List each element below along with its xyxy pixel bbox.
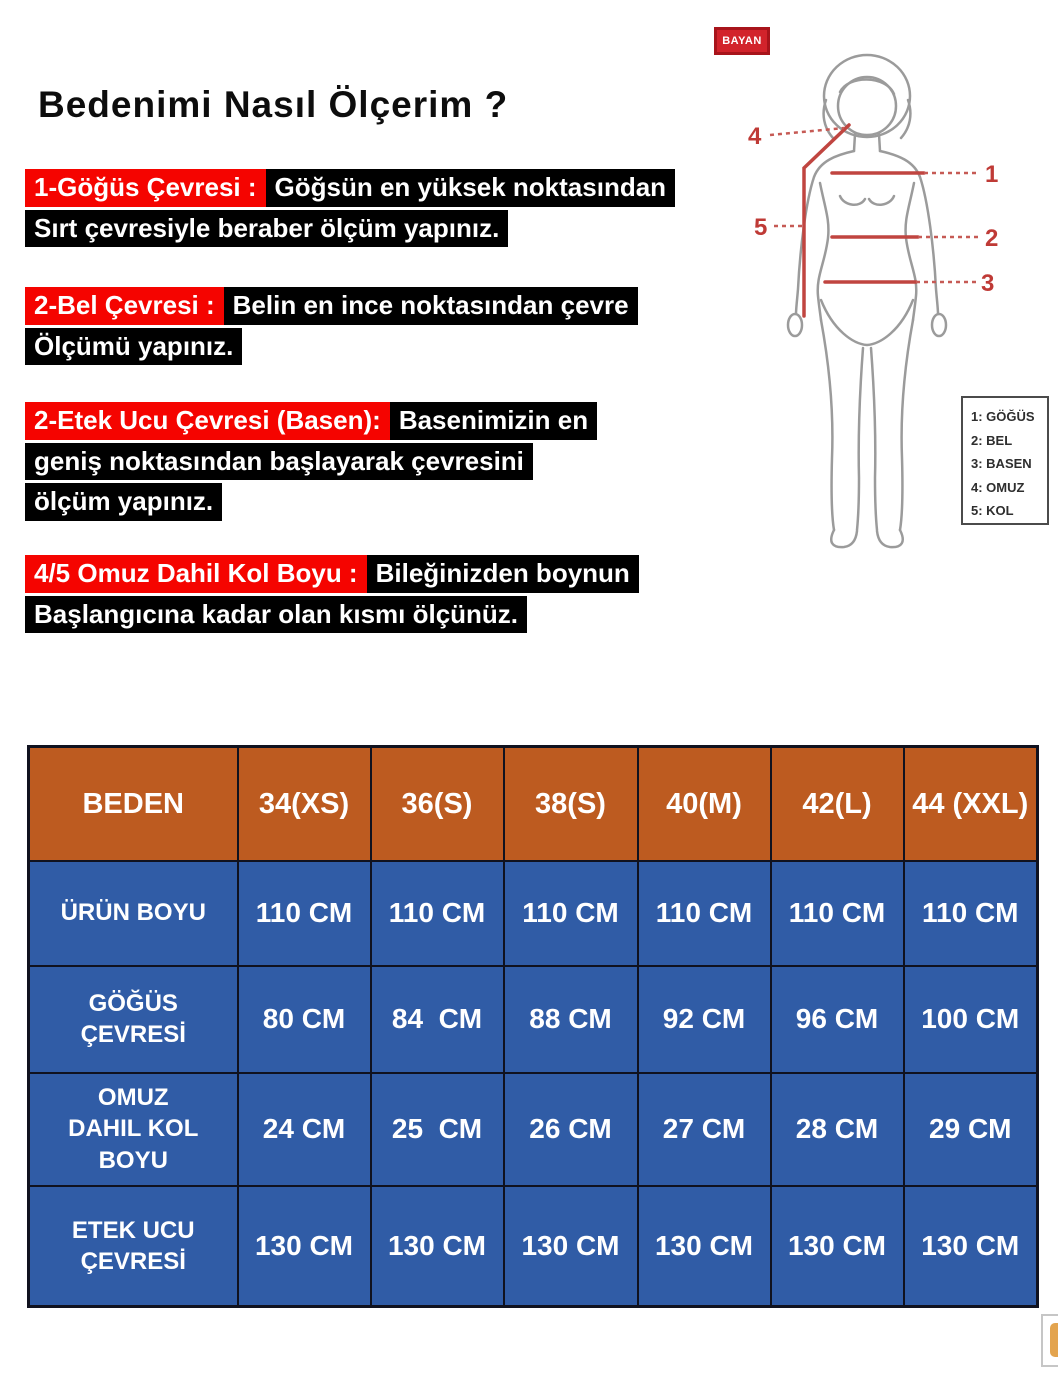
- instruction-arm-text-1: Bileğinizden boynun: [367, 555, 639, 593]
- header-beden: BEDEN: [29, 747, 238, 861]
- cell-value: 96 CM: [771, 966, 904, 1073]
- instruction-chest-label: 1-Göğüs Çevresi :: [25, 169, 266, 207]
- instruction-line: [25, 210, 675, 248]
- table-row-gogus-cevresi: [29, 966, 1038, 1073]
- cell-value: 92 CM: [638, 966, 771, 1073]
- figure-leg-right-outer: [900, 320, 913, 530]
- header-42l: 42(L): [771, 747, 904, 861]
- legend-item-bel: 2: BEL: [971, 432, 1013, 448]
- instruction-chest-text-1: Göğsün en yüksek noktasından: [266, 169, 676, 207]
- legend-item-omuz: 4: OMUZ: [971, 479, 1025, 495]
- instruction-line: [25, 287, 638, 325]
- cell-value: 130 CM: [904, 1186, 1038, 1307]
- instruction-line: [25, 328, 638, 366]
- cell-value: 80 CM: [238, 966, 371, 1073]
- instruction-waist: [25, 287, 638, 368]
- figure-arm-right: [880, 151, 938, 314]
- instruction-waist-text-2: Ölçümü yapınız.: [25, 328, 242, 366]
- cell-value: 130 CM: [638, 1186, 771, 1307]
- header-38s: 38(S): [504, 747, 638, 861]
- figure-torso-right: [906, 183, 917, 320]
- cell-value: 28 CM: [771, 1073, 904, 1186]
- header-36s: 36(S): [371, 747, 504, 861]
- figure-hand-right: [932, 314, 946, 336]
- size-table: [27, 745, 1039, 1308]
- cell-value: 27 CM: [638, 1073, 771, 1186]
- cell-value: 24 CM: [238, 1073, 371, 1186]
- figure-leg-left-outer: [821, 320, 834, 530]
- figure-torso-left: [818, 183, 829, 320]
- figure-briefs: [821, 300, 913, 345]
- figure-leg-left-inner: [857, 348, 863, 530]
- table-row-omuz-kol: [29, 1073, 1038, 1186]
- instruction-line: [25, 443, 597, 481]
- cell-value: 110 CM: [371, 861, 504, 966]
- header-44xxl: 44 (XXL): [904, 747, 1038, 861]
- instruction-hip-label: 2-Etek Ucu Çevresi (Basen):: [25, 402, 390, 440]
- cell-value: 130 CM: [238, 1186, 371, 1307]
- row-label: ÜRÜN BOYU: [29, 861, 238, 966]
- legend-item-basen: 3: BASEN: [971, 456, 1032, 471]
- cell-value: 110 CM: [771, 861, 904, 966]
- page-title: Bedenimi Nasıl Ölçerim ?: [38, 84, 509, 125]
- header-40m: 40(M): [638, 747, 771, 861]
- cell-value: 110 CM: [238, 861, 371, 966]
- instruction-hip: [25, 402, 597, 524]
- cell-value: 110 CM: [638, 861, 771, 966]
- marker-waist: 2: [985, 225, 999, 252]
- cell-value: 130 CM: [371, 1186, 504, 1307]
- instruction-arm: [25, 555, 639, 636]
- clipped-image-placeholder: [1041, 1314, 1058, 1367]
- header-34xs: 34(XS): [238, 747, 371, 861]
- figure-foot-right: [877, 530, 903, 547]
- instruction-hip-text-2: geniş noktasından başlayarak çevresini: [25, 443, 533, 481]
- instruction-line: [25, 402, 597, 440]
- row-label: OMUZ DAHIL KOL BOYU: [29, 1073, 238, 1186]
- instruction-arm-label: 4/5 Omuz Dahil Kol Boyu :: [25, 555, 367, 593]
- table-row-urun-boyu: [29, 861, 1038, 966]
- cell-value: 84 CM: [371, 966, 504, 1073]
- row-label: ETEK UCU ÇEVRESİ: [29, 1186, 238, 1307]
- legend-item-kol: 5: KOL: [971, 503, 1014, 518]
- clipped-image-content: [1050, 1323, 1058, 1357]
- table-row-etek-ucu: [29, 1186, 1038, 1307]
- cell-value: 100 CM: [904, 966, 1038, 1073]
- instruction-line: [25, 555, 639, 593]
- marker-arm: 5: [754, 214, 768, 241]
- instruction-chest-text-2: Sırt çevresiyle beraber ölçüm yapınız.: [25, 210, 508, 248]
- figure-chest-arcs: [840, 196, 894, 205]
- instruction-arm-text-2: Başlangıcına kadar olan kısmı ölçünüz.: [25, 596, 527, 634]
- marker-hip: 3: [981, 270, 995, 297]
- instruction-waist-text-1: Belin en ince noktasından çevre: [224, 287, 638, 325]
- marker-chest: 1: [985, 161, 999, 188]
- instruction-line: [25, 596, 639, 634]
- instruction-chest: [25, 169, 675, 250]
- cell-value: 130 CM: [504, 1186, 638, 1307]
- figure-foot-left: [831, 530, 857, 547]
- cell-value: 25 CM: [371, 1073, 504, 1186]
- figure-hand-left: [788, 314, 802, 336]
- marker-shoulder: 4: [748, 123, 762, 150]
- measurement-legend: [961, 396, 1049, 525]
- instruction-line: [25, 483, 597, 521]
- cell-value: 88 CM: [504, 966, 638, 1073]
- instruction-waist-label: 2-Bel Çevresi :: [25, 287, 224, 325]
- cell-value: 26 CM: [504, 1073, 638, 1186]
- legend-item-gogus: 1: GÖĞÜS: [971, 409, 1035, 424]
- bayan-badge: BAYAN: [714, 27, 770, 55]
- row-label: GÖĞÜS ÇEVRESİ: [29, 966, 238, 1073]
- shoulder-pointer-line: [770, 128, 844, 135]
- cell-value: 110 CM: [904, 861, 1038, 966]
- figure-leg-right-inner: [871, 348, 877, 530]
- instruction-hip-text-3: ölçüm yapınız.: [25, 483, 222, 521]
- instruction-hip-text-1: Basenimizin en: [390, 402, 597, 440]
- cell-value: 130 CM: [771, 1186, 904, 1307]
- size-table-header-row: [29, 747, 1038, 861]
- cell-value: 29 CM: [904, 1073, 1038, 1186]
- cell-value: 110 CM: [504, 861, 638, 966]
- instruction-line: [25, 169, 675, 207]
